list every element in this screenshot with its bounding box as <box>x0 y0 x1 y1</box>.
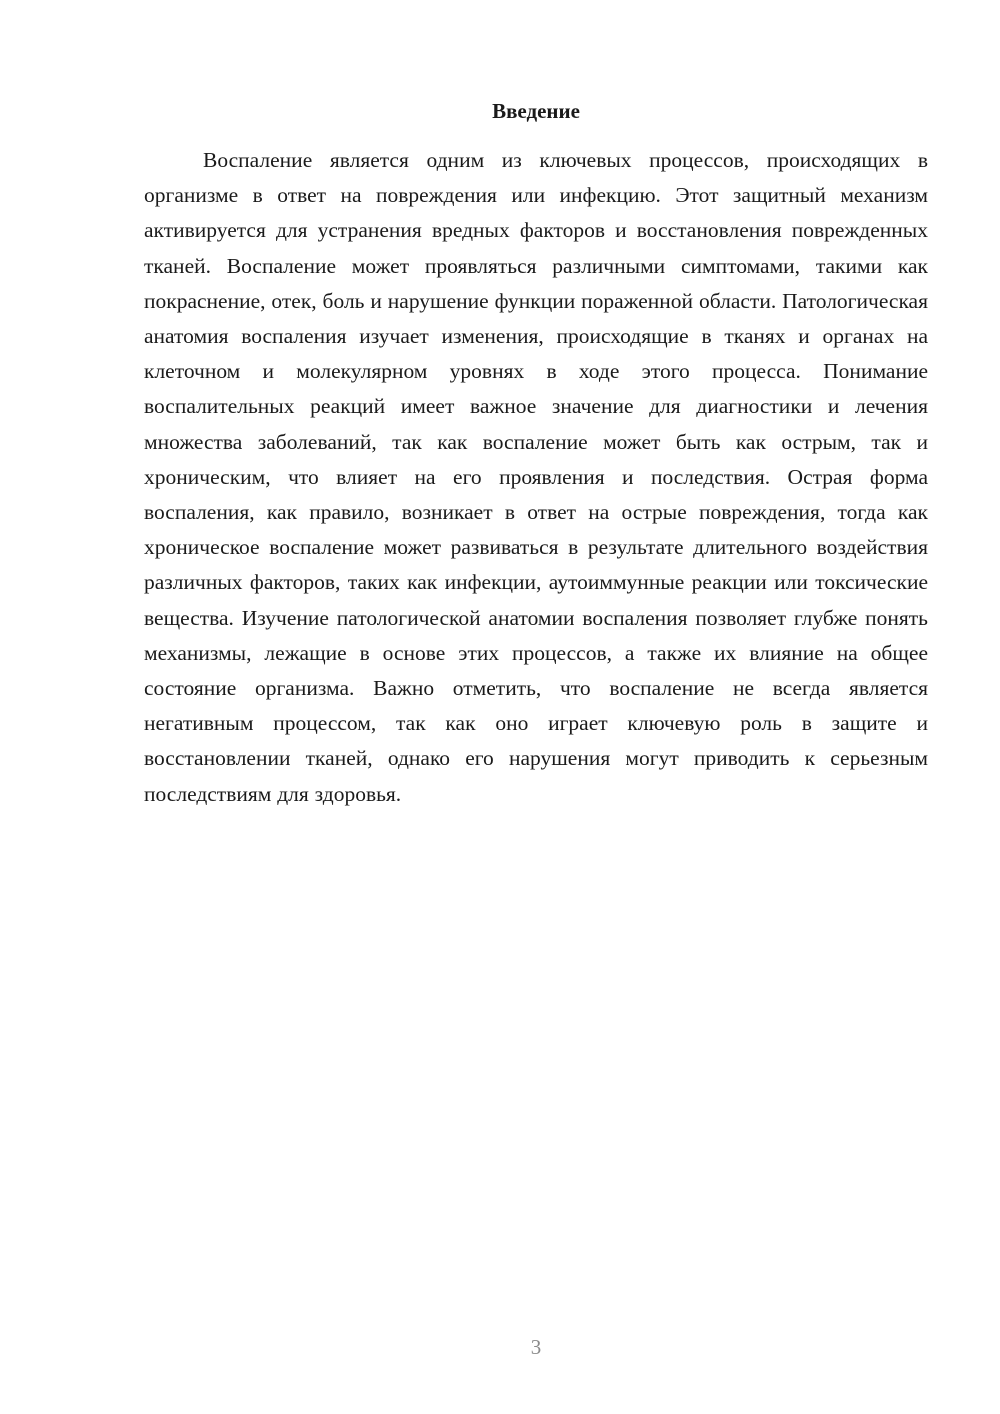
page-number: 3 <box>530 1335 542 1359</box>
body-paragraph: Воспаление является одним из ключевых процессов, происходящих в организме в ответ на повреждения или инфекцию. Этот защитный механизм активируется для устранения вредных факторов и восстановления поврежденных тканей. Воспаление может проявляться различными симптомами, такими как покраснение, отек, боль и нарушение функции пораженной области. Патологическая анатомия воспаления изучает изменения, происходящие в тканях и органах на клеточном и молекулярном уровнях в ходе этого процесса. Понимание воспалительных реакций имеет важное значение для диагностики и лечения множества заболеваний, так как воспаление может быть как острым, так и хроническим, что влияет на его проявления и последствия. Острая форма воспаления, как правило, возникает в ответ на острые повреждения, тогда как хроническое воспаление может развиваться в результате длительного воздействия различных факторов, таких как инфекции, аутоиммунные реакции или токсические вещества. Изучение патологической анатомии воспаления позволяет глубже понять механизмы, лежащие в основе этих процессов, а также их влияние на общее состояние организма. Важно отметить, что воспаление не всегда является негативным процессом, так как оно играет ключевую роль в защите и восстановлении тканей, однако его нарушения могут приводить к серьезным последствиям для здоровья. <box>144 148 928 806</box>
section-heading: Введение <box>492 99 580 123</box>
